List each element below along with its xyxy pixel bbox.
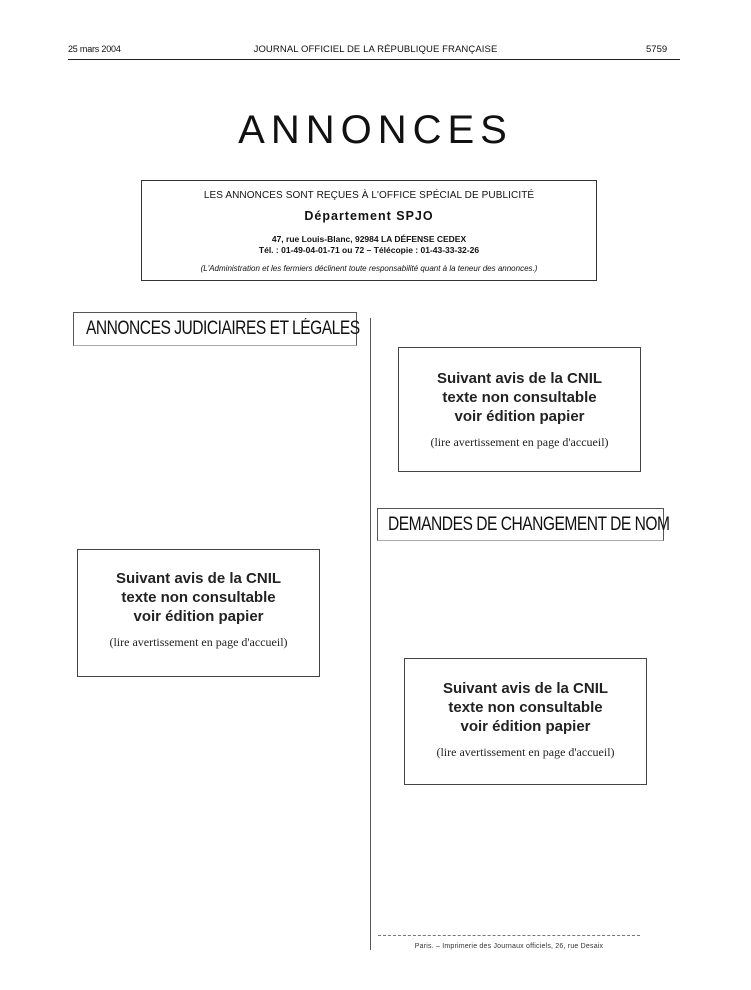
cnil-notice-box — [77, 549, 320, 677]
cnil-line-3: voir édition papier — [460, 718, 591, 735]
cnil-line-3: voir édition papier — [454, 408, 585, 425]
info-box — [141, 180, 597, 281]
column-divider — [370, 318, 371, 950]
disclaimer: (L'Administration et les fermiers déclinent toute responsabilité quant à la teneur des annonces.) — [200, 264, 538, 273]
cnil-note: (lire avertissement en page d'accueil) — [436, 745, 615, 759]
section-heading-text: DEMANDES DE CHANGEMENT DE NOM — [388, 514, 670, 535]
info-line: LES ANNONCES SONT REÇUES À L'OFFICE SPÉCIAL DE PUBLICITÉ — [203, 190, 535, 201]
phone-numbers: Tél. : 01-49-04-01-71 ou 72 – Télécopie : 01-43-33-32-26 — [258, 245, 480, 255]
header-date: 25 mars 2004 — [68, 44, 121, 54]
cnil-notice-box — [398, 347, 641, 472]
header-rule — [68, 59, 680, 60]
page-number: 5759 — [646, 44, 668, 55]
journal-title: JOURNAL OFFICIEL DE LA RÉPUBLIQUE FRANÇAISE — [253, 44, 498, 55]
printer-credit: Paris. – Imprimerie des Journaux officiels, 26, rue Desaix — [414, 943, 604, 950]
cnil-line-2: texte non consultable — [448, 699, 603, 716]
cnil-line-1: Suivant avis de la CNIL — [115, 570, 282, 587]
department-name: Département SPJO — [304, 209, 434, 223]
cnil-line-2: texte non consultable — [442, 389, 597, 406]
cnil-line-2: texte non consultable — [121, 589, 276, 606]
cnil-line-3: voir édition papier — [133, 608, 264, 625]
cnil-notice-box — [404, 658, 647, 785]
cnil-line-1: Suivant avis de la CNIL — [436, 370, 603, 387]
cnil-note: (lire avertissement en page d'accueil) — [430, 435, 609, 449]
cnil-line-1: Suivant avis de la CNIL — [442, 680, 609, 697]
cnil-note: (lire avertissement en page d'accueil) — [109, 635, 288, 649]
footer-rule — [378, 935, 640, 936]
section-heading-text: ANNONCES JUDICIAIRES ET LÉGALES — [86, 318, 360, 339]
page-title: ANNONCES — [238, 108, 513, 152]
section-heading-name-change — [377, 508, 670, 541]
address: 47, rue Louis-Blanc, 92984 LA DÉFENSE CEDEX — [271, 234, 467, 244]
section-heading-judicial — [73, 312, 360, 346]
